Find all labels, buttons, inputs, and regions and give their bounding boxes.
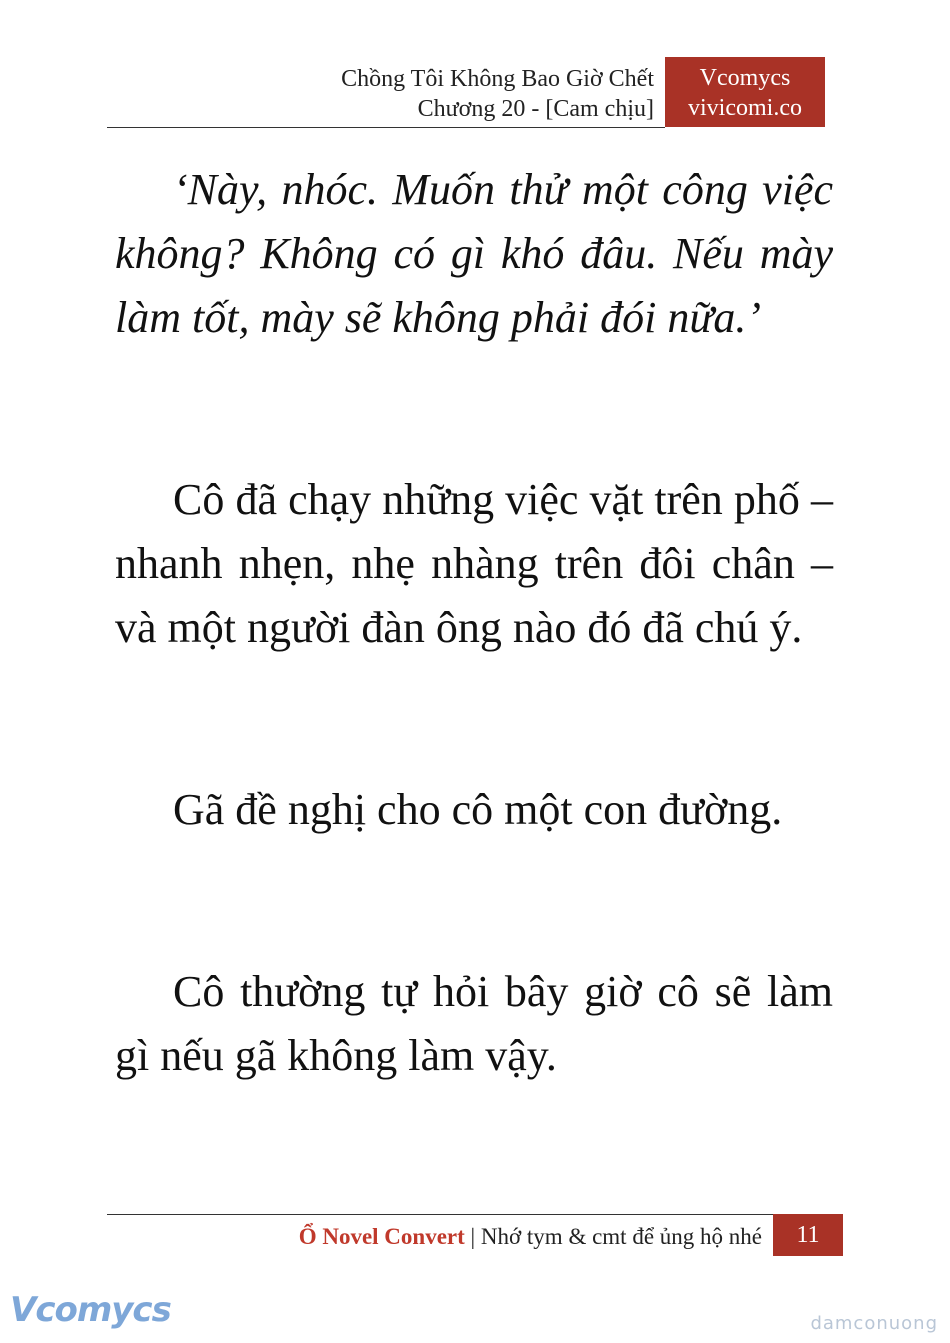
chapter-title: Chương 20 - [Cam chịu]: [417, 96, 654, 122]
badge-url: vivicomi.co: [688, 95, 802, 121]
footer-divider: [107, 1214, 773, 1215]
paragraph: Gã đề nghị cho cô một con đường.: [173, 785, 783, 834]
watermark-logo: Vcomycs: [10, 1290, 171, 1330]
watermark-text: damconuong: [810, 1313, 938, 1334]
book-title: Chồng Tôi Không Bao Giờ Chết: [341, 66, 654, 92]
badge-brand: Vcomycs: [699, 65, 791, 91]
footer-message: Nhớ tym & cmt để ủng hộ nhé: [480, 1224, 762, 1249]
paragraph: Cô đã chạy những việc vặt trên phố – nhanh nhẹn, nhẹ nhàng trên đôi chân – và một người đàn ông nào đó đã chú ý.: [115, 475, 833, 652]
paragraph: Cô thường tự hỏi bây giờ cô sẽ làm gì nếu gã không làm vậy.: [115, 967, 833, 1080]
page-number: 11: [773, 1214, 843, 1256]
footer-note: [299, 1222, 762, 1252]
site-badge: [665, 57, 825, 127]
paragraph-dialogue: ‘Này, nhóc. Muốn thử một công việc không? Không có gì khó đâu. Nếu mày làm tốt, mày sẽ không phải đói nữa.’: [115, 165, 833, 342]
footer-separator: |: [464, 1224, 481, 1249]
running-header: [341, 64, 654, 124]
footer-brand: Ổ Novel Convert: [298, 1224, 465, 1249]
page-body: [115, 158, 833, 1088]
header-divider: [107, 127, 665, 128]
